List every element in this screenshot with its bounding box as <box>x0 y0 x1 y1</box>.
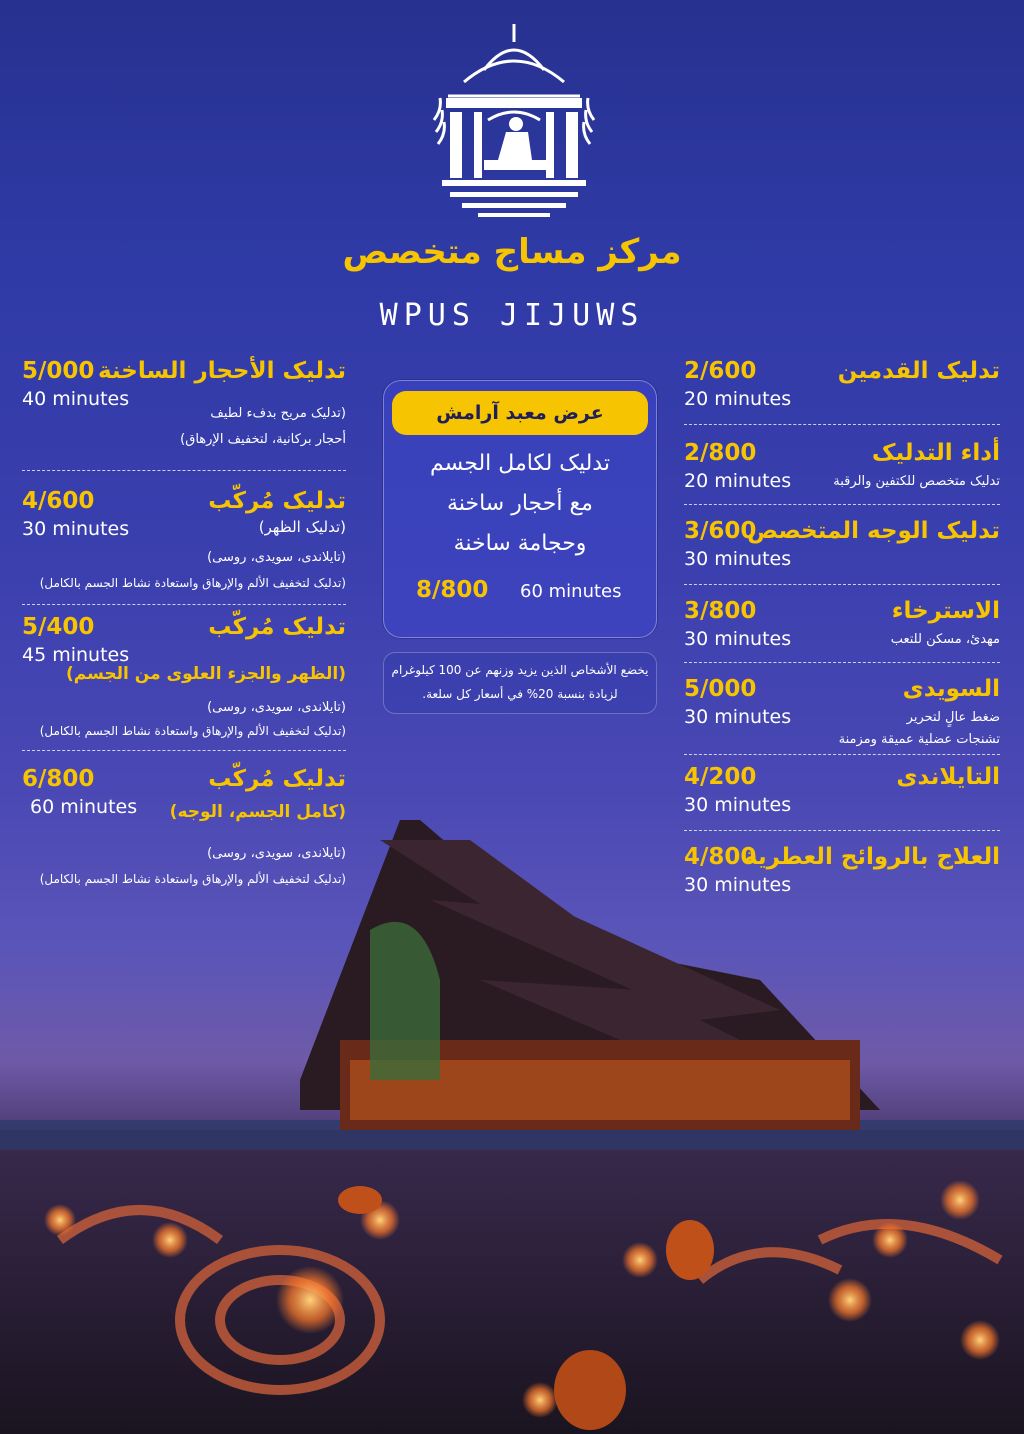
item-name: تدليک الأحجار الساخنة <box>97 358 346 384</box>
item-price: 4/800 <box>684 844 757 870</box>
item-note: تدليک متخصص للکتفين والرقبة <box>833 474 1000 489</box>
offer-title: عرض معبد آرامش <box>392 391 648 435</box>
menu-item <box>684 598 1000 658</box>
item-name: الاسترخاء <box>891 598 1000 624</box>
item-price: 4/200 <box>684 764 757 790</box>
item-name: تدليک مُرکّب <box>208 766 346 792</box>
divider <box>22 604 346 605</box>
item-price: 4/600 <box>22 488 95 514</box>
item-note: (تدليک لتخفيف الألم والإرهاق واستعادة نشاط الجسم بالکامل) <box>39 576 346 590</box>
item-duration: 20 minutes <box>684 470 792 492</box>
menu-item <box>684 358 1000 418</box>
menu-item <box>684 676 1000 756</box>
item-duration: 30 minutes <box>684 548 792 570</box>
item-duration: 30 minutes <box>22 518 130 540</box>
offer-line: تدليک لکامل الجسم <box>430 451 610 476</box>
item-duration: 60 minutes <box>30 796 138 818</box>
divider <box>22 750 346 751</box>
item-name: تدليک القدمين <box>837 358 1000 384</box>
item-duration: 20 minutes <box>684 388 792 410</box>
item-note: (تدليک لتخفيف الألم والإرهاق واستعادة نشاط الجسم بالکامل) <box>39 724 346 738</box>
menu-item <box>684 440 1000 500</box>
item-note: (تدليک مريح بدفء لطيف <box>210 406 346 421</box>
item-name: تدليک الوجه المتخصص <box>747 518 1000 544</box>
divider <box>684 584 1000 585</box>
notice-line: لزيادة بنسبة 20% في أسعار کل سلعة. <box>422 687 618 701</box>
special-offer-box <box>383 380 657 638</box>
item-price: 6/800 <box>22 766 95 792</box>
menu-item <box>22 358 346 458</box>
item-price: 5/000 <box>22 358 95 384</box>
item-subtitle: (الظهر والجزء العلوی من الجسم) <box>66 664 346 684</box>
offer-line: مع أحجار ساخنة <box>447 491 593 516</box>
item-note: أحجار برکانية، لتخفيف الإرهاق) <box>180 432 346 447</box>
item-subtitle: (کامل الجسم، الوجه) <box>169 802 346 822</box>
item-note: (تايلاندی، سويدی، روسی) <box>207 550 346 565</box>
brand-title-latin: WPUS JIJUWS <box>379 298 645 333</box>
item-price: 3/600 <box>684 518 757 544</box>
item-price: 5/000 <box>684 676 757 702</box>
item-price: 2/800 <box>684 440 757 466</box>
item-note: (تدليک لتخفيف الألم والإرهاق واستعادة نشاط الجسم بالکامل) <box>39 872 346 886</box>
item-duration: 30 minutes <box>684 794 792 816</box>
item-subtitle: (تدليک الظهر) <box>258 518 346 536</box>
item-note: مهدئ، مسکن للتعب <box>890 632 1000 647</box>
item-price: 5/400 <box>22 614 95 640</box>
temple-logo <box>428 20 600 220</box>
menu-item <box>22 614 346 744</box>
menu-item <box>684 518 1000 578</box>
item-note: ضغط عالٍ لتحرير <box>906 710 1000 725</box>
notice-line: يخضع الأشخاص الذين يزيد وزنهم عن 100 کيلوغرام <box>391 663 649 677</box>
brand-title-arabic: مركز مساج متخصص <box>342 232 682 272</box>
item-price: 2/600 <box>684 358 757 384</box>
item-note: تشنجات عضلية عميقة ومزمنة <box>838 732 1000 747</box>
item-duration: 30 minutes <box>684 874 792 896</box>
offer-line: وحجامة ساخنة <box>453 531 587 556</box>
item-duration: 30 minutes <box>684 628 792 650</box>
item-name: أداء التدليک <box>871 440 1000 466</box>
item-duration: 30 minutes <box>684 706 792 728</box>
item-name: تدليک مُرکّب <box>208 614 346 640</box>
offer-price: 8/800 <box>416 577 489 603</box>
divider <box>684 662 1000 663</box>
item-name: التايلاندی <box>896 764 1000 790</box>
divider <box>684 754 1000 755</box>
item-name: السويدی <box>902 676 1000 702</box>
item-note: (تايلاندی، سويدی، روسی) <box>207 846 346 861</box>
temple-night-scene <box>0 780 1024 1434</box>
weight-surcharge-notice <box>383 652 657 714</box>
divider <box>22 470 346 471</box>
item-note: (تايلاندی، سويدی، روسی) <box>207 700 346 715</box>
item-name: العلاج بالروائح العطرية <box>744 844 1000 870</box>
divider <box>684 504 1000 505</box>
item-name: تدليک مُرکّب <box>208 488 346 514</box>
item-duration: 40 minutes <box>22 388 130 410</box>
item-duration: 45 minutes <box>22 644 130 666</box>
menu-item <box>22 488 346 598</box>
divider <box>684 424 1000 425</box>
item-price: 3/800 <box>684 598 757 624</box>
offer-duration: 60 minutes <box>520 581 622 602</box>
